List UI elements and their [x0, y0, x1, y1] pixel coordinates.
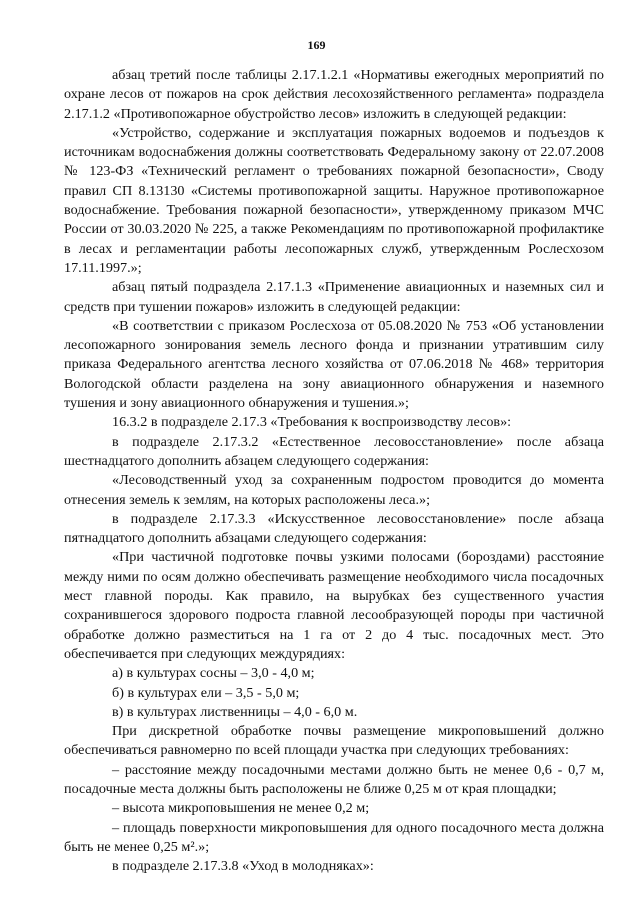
list-item: – высота микроповышения не менее 0,2 м; — [112, 800, 370, 817]
paragraph: «В соответствии с приказом Рослесхоза от 05.08.2020 № 753 «Об установлении лесопожарного зонирования земель лесного фонда и признании утратившим силу приказа Федерального агентства лесного хозяйства от 07.06.2018 № 468» территория Вологодской области разделена на зону авиационного обнаружения и наземного тушения и зону авиационного обнаружения и тушения.»; — [64, 317, 604, 412]
paragraph: При дискретной обработке почвы размещение микроповышений должно обеспечиваться равномерно по всей площади участка при следующих требованиях: — [64, 723, 604, 759]
list-item: – расстояние между посадочными местами должно быть не менее 0,6 - 0,7 м, посадочные места должны быть расположены не ближе 0,25 м от края площадки; — [64, 761, 604, 797]
paragraph: «Устройство, содержание и эксплуатация пожарных водоемов и подъездов к источникам водоснабжения должны соответствовать Федеральному закону от 22.07.2008 № 123-ФЗ «Технический регламент о требованиях пожарной безопасности», Своду правил СП 8.13130 «Системы противопожарной защиты. Наружное противопожарное водоснабжение. Требования пожарной безопасности», утвержденному приказом МЧС России от 30.03.2020 № 225, а также Рекомендациям по противопожарной профилактике в лесах и регламентации работы лесопожарных служб, утвержденным Рослесхозом 17.11.1997.»; — [64, 124, 604, 276]
document-body — [64, 66, 604, 876]
paragraph: абзац третий после таблицы 2.17.1.2.1 «Нормативы ежегодных мероприятий по охране лесов от пожаров на срок действия лесохозяйственного регламента» подраздела 2.17.1.2 «Противопожарное обустройство лесов» изложить в следующей редакции: — [64, 67, 604, 122]
page-number: 169 — [307, 38, 326, 52]
list-item: в) в культурах лиственницы – 4,0 - 6,0 м. — [112, 703, 358, 720]
list-item: а) в культурах сосны – 3,0 - 4,0 м; — [112, 665, 315, 682]
paragraph: в подразделе 2.17.3.8 «Уход в молодняках»: — [112, 858, 374, 875]
list-item: б) в культурах ели – 3,5 - 5,0 м; — [112, 684, 300, 701]
list-item: – площадь поверхности микроповышения для одного посадочного места должна быть не менее 0,25 м².»; — [64, 819, 604, 855]
paragraph: «Лесоводственный уход за сохраненным подростом проводится до момента отнесения земель к землям, на которых расположены леса.»; — [64, 472, 604, 508]
paragraph: в подразделе 2.17.3.3 «Искусственное лесовосстановление» после абзаца пятнадцатого дополнить абзацами следующего содержания: — [64, 510, 604, 547]
paragraph: «При частичной подготовке почвы узкими полосами (бороздами) расстояние между ними по осям должно обеспечивать размещение необходимого числа посадочных мест главной породы. Как правило, на вырубках без существенного участия сохранившегося здорового подроста главной лесообразующей породы при частичной обработке должно разместиться на 1 га от 2 до 4 тыс. посадочных мест. Это обеспечивается при следующих междурядиях: — [64, 549, 604, 662]
paragraph: абзац пятый подраздела 2.17.1.3 «Применение авиационных и наземных сил и средств при тушении пожаров» изложить в следующей редакции: — [64, 279, 604, 315]
paragraph: в подразделе 2.17.3.2 «Естественное лесовосстановление» после абзаца шестнадцатого дополнить абзацем следующего содержания: — [64, 433, 604, 469]
paragraph: 16.3.2 в подразделе 2.17.3 «Требования к воспроизводству лесов»: — [112, 414, 512, 431]
